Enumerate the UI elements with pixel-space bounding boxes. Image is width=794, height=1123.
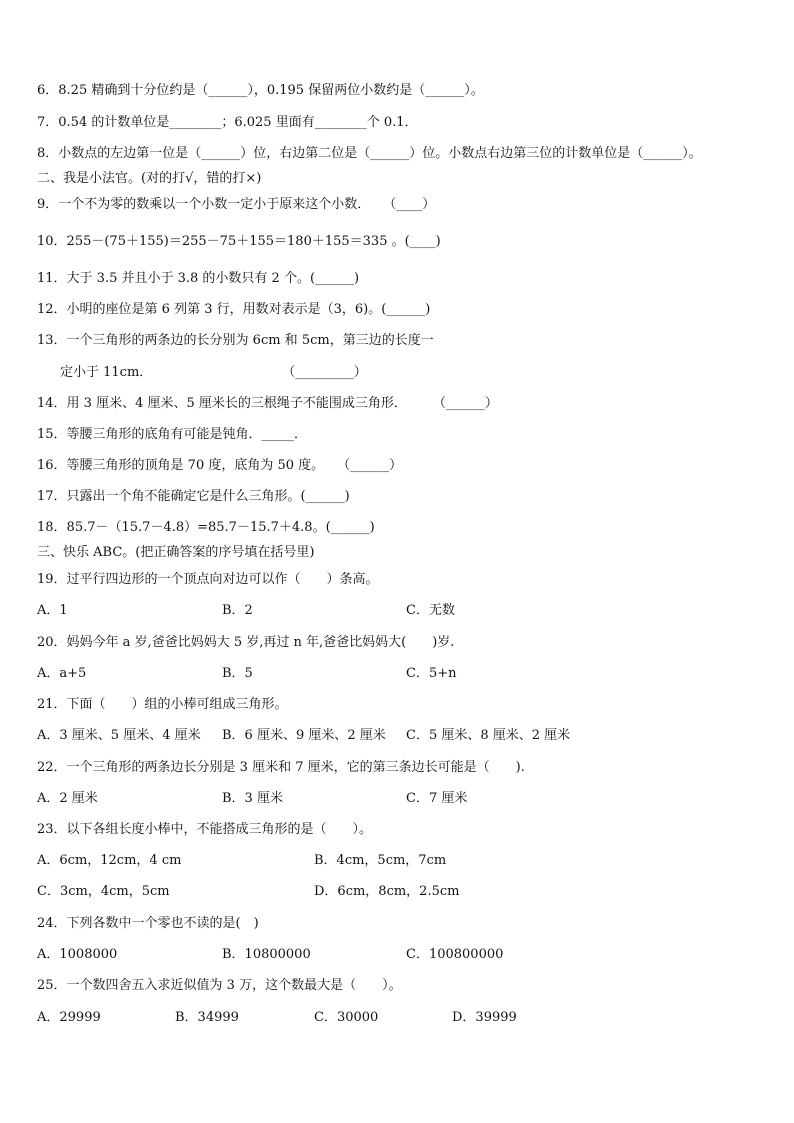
question-19: 19．过平行四边形的一个顶点向对边可以作（ ）条高。	[37, 572, 379, 587]
question-12: 12．小明的座位是第 6 列第 3 行，用数对表示是（3，6)。(______)	[37, 302, 431, 317]
option-20-b: B．5	[222, 666, 253, 681]
option-23-b: B．4cm，5cm，7cm	[314, 853, 447, 868]
option-25-d: D．39999	[452, 1010, 517, 1025]
question-7: 7．0.54 的计数单位是________；6.025 里面有________个 0.1．	[37, 115, 418, 130]
option-20-c: C．5+n	[406, 666, 457, 681]
question-23: 23．以下各组长度小棒中，不能搭成三角形的是（ ）。	[37, 822, 373, 837]
question-11: 11．大于 3.5 并且小于 3.8 的小数只有 2 个。(______)	[37, 271, 360, 286]
option-19-b: B．2	[222, 603, 253, 618]
option-24-c: C．100800000	[406, 947, 504, 962]
question-21: 21．下面（ ）组的小棒可组成三角形。	[37, 697, 288, 712]
question-17: 17．只露出一个角不能确定它是什么三角形。(______)	[37, 489, 350, 504]
option-22-b: B．3 厘米	[222, 791, 283, 806]
question-25: 25．一个数四舍五入求近似值为 3 万，这个数最大是（ ）。	[37, 978, 402, 993]
section-3-heading: 三、快乐 ABC。(把正确答案的序号填在括号里)	[37, 545, 315, 560]
question-22: 22．一个三角形的两条边长分别是 3 厘米和 7 厘米，它的第三条边长可能是（ ).	[37, 760, 525, 775]
option-19-c: C．无数	[406, 603, 455, 618]
question-16: 16．等腰三角形的顶角是 70 度，底角为 50 度。 （______）	[37, 458, 403, 473]
option-22-c: C．7 厘米	[406, 791, 468, 806]
option-22-a: A．2 厘米	[37, 791, 98, 806]
option-25-c: C．30000	[314, 1010, 379, 1025]
option-21-c: C．5 厘米、8 厘米、2 厘米	[406, 728, 571, 743]
question-9: 9．一个不为零的数乘以一个小数一定小于原来这个小数． （____）	[37, 197, 436, 212]
option-24-b: B．10800000	[222, 947, 311, 962]
option-21-a: A．3 厘米、5 厘米、4 厘米	[37, 728, 201, 743]
question-13-line-2: 定小于 11cm． （_________）	[60, 365, 367, 380]
option-25-b: B．34999	[175, 1010, 239, 1025]
section-2-heading: 二、我是小法官。(对的打√，错的打×)	[37, 171, 262, 186]
question-20: 20．妈妈今年 a 岁,爸爸比妈妈大 5 岁,再过 n 年,爸爸比妈妈大( )岁.	[37, 635, 455, 650]
option-23-c: C．3cm，4cm，5cm	[37, 884, 170, 899]
question-10: 10．255－(75＋155)＝255－75＋155＝180＋155＝335 。(____)	[37, 234, 441, 249]
option-20-a: A．a+5	[37, 666, 87, 681]
option-21-b: B．6 厘米、9 厘米、2 厘米	[222, 728, 386, 743]
question-6: 6．8.25 精确到十分位约是（______），0.195 保留两位小数约是（______）。	[37, 83, 484, 98]
option-24-a: A．1008000	[37, 947, 118, 962]
option-25-a: A．29999	[37, 1010, 101, 1025]
question-18: 18．85.7－（15.7－4.8）=85.7－15.7＋4.8。(______)	[37, 520, 375, 535]
question-15: 15．等腰三角形的底角有可能是钝角．_____．	[37, 427, 308, 442]
option-19-a: A．1	[37, 603, 68, 618]
question-8: 8．小数点的左边第一位是（______）位，右边第二位是（______）位。小数点右边第三位的计数单位是（______）。	[37, 146, 702, 161]
question-13-line-1: 13．一个三角形的两条边的长分别为 6cm 和 5cm，第三边的长度一	[37, 333, 434, 348]
question-14: 14．用 3 厘米、4 厘米、5 厘米长的三根绳子不能围成三角形． （______）	[37, 396, 498, 411]
option-23-a: A．6cm，12cm，4 cm	[37, 853, 182, 868]
option-23-d: D．6cm，8cm，2.5cm	[314, 884, 460, 899]
question-24: 24．下列各数中一个零也不读的是( )	[37, 916, 259, 931]
